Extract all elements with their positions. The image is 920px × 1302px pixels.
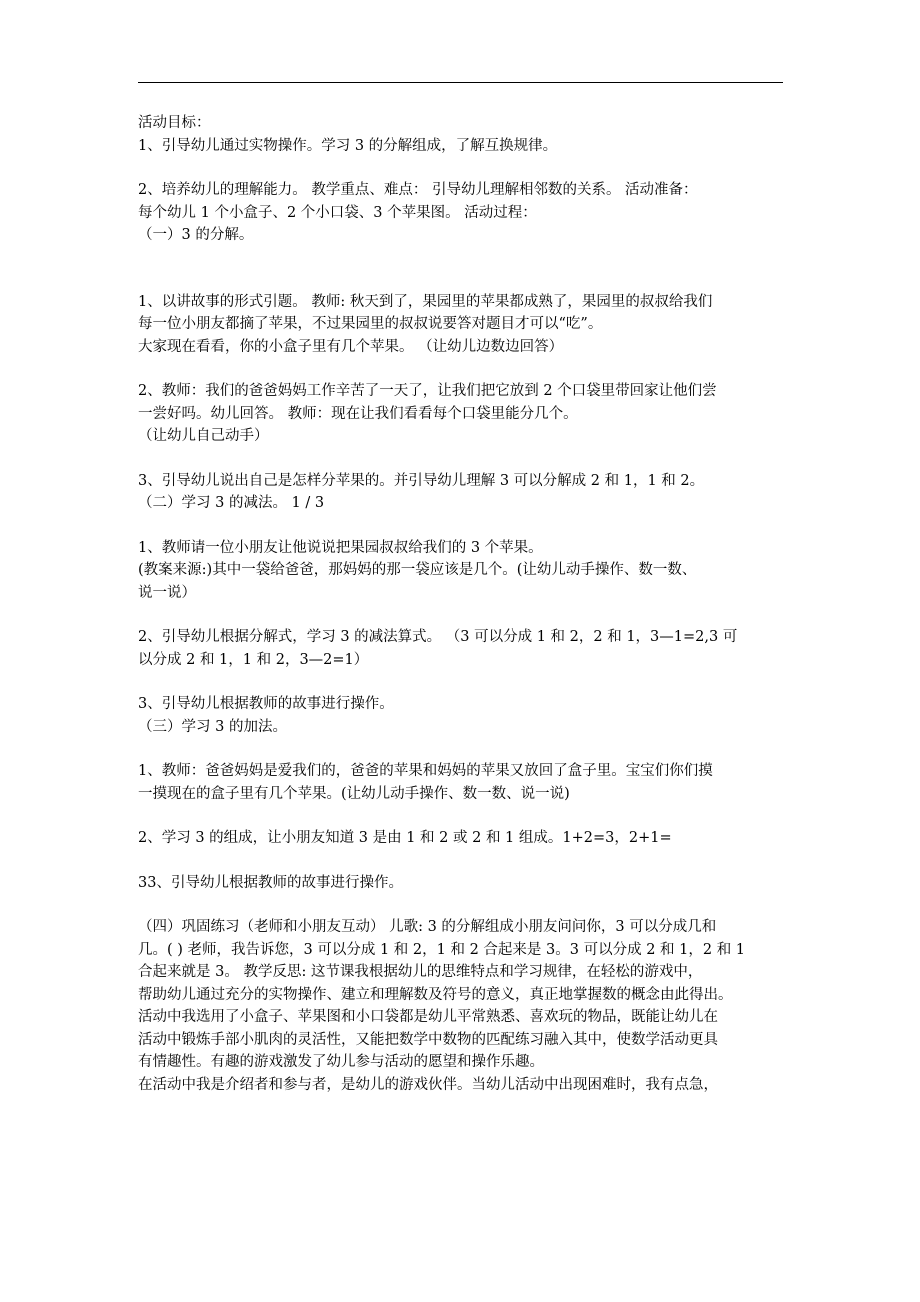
text-line: （三）学习 3 的加法。 bbox=[138, 718, 287, 735]
text-line: 在活动中我是介绍者和参与者，是幼儿的游戏伙伴。当幼儿活动中出现困难时，我有点急， bbox=[138, 1076, 718, 1093]
text-line: （四）巩固练习（老师和小朋友互动） 儿歌: 3 的分解组成小朋友问问你，3 可以分成几和 bbox=[138, 919, 717, 935]
blank-line bbox=[138, 448, 788, 470]
text-line: 2、培养幼儿的理解能力。 教学重点、难点： 引导幼儿理解相邻数的关系。 活动准备： bbox=[138, 182, 698, 198]
blank-line bbox=[138, 805, 788, 827]
text-line: 3、引导幼儿说出自己是怎样分苹果的。并引导幼儿理解 3 可以分解成 2 和 1，1 和 2。 bbox=[138, 472, 705, 489]
text-line: 2、学习 3 的组成，让小朋友知道 3 是由 1 和 2 或 2 和 1 组成。1+2=3，2+1= bbox=[138, 830, 672, 846]
text-line: 33、引导幼儿根据教师的故事进行操作。 bbox=[138, 874, 403, 891]
text-line: 一摸现在的盒子里有几个苹果。(让幼儿动手操作、数一数、说一说) bbox=[138, 785, 570, 802]
text-line: 每个幼儿 1 个小盒子、2 个小口袋、3 个苹果图。 活动过程： bbox=[138, 204, 537, 221]
text-line: 一尝好吗。幼儿回答。 教师：现在让我们看看每个口袋里能分几个。 bbox=[138, 405, 578, 422]
document-body bbox=[138, 112, 788, 1096]
text-line: 活动目标： bbox=[138, 115, 211, 131]
text-line: (教案来源:)其中一袋给爸爸，那妈妈的那一袋应该是几个。(让幼儿动手操作、数一数、 bbox=[138, 562, 697, 578]
text-line: （让幼儿自己动手） bbox=[138, 428, 269, 444]
text-line: （一）3 的分解。 bbox=[138, 227, 254, 243]
text-line: 活动中我选用了小盒子、苹果图和小口袋都是幼儿平常熟悉、喜欢玩的物品，既能让幼儿在 bbox=[138, 1009, 718, 1025]
text-line: 1、教师请一位小朋友让他说说把果园叔叔给我们的 3 个苹果。 bbox=[138, 539, 543, 556]
text-line: 几。( ) 老师，我告诉您，3 可以分成 1 和 2，1 和 2 合起来是 3。3 可以分成 2 和 1，2 和 1 bbox=[138, 941, 746, 958]
text-line: 活动中锻炼手部小肌肉的灵活性，又能把数学中数物的匹配练习融入其中，使数学活动更具 bbox=[138, 1031, 718, 1048]
text-line: 3、引导幼儿根据教师的故事进行操作。 bbox=[138, 696, 394, 712]
blank-line bbox=[138, 247, 788, 269]
text-line: （二）学习 3 的减法。 1 / 3 bbox=[138, 495, 325, 511]
text-line: 2、引导幼儿根据分解式，学习 3 的减法算式。 （3 可以分成 1 和 2，2 和 1，3—1=2,3 可 bbox=[138, 629, 738, 645]
text-line: 合起来就是 3。 教学反思: 这节课我根据幼儿的思维特点和学习规律，在轻松的游戏中， bbox=[138, 964, 703, 980]
text-line: 帮助幼儿通过充分的实物操作、建立和理解数及符号的意义，真正地掌握数的概念由此得出。 bbox=[138, 986, 733, 1003]
text-line: 说一说） bbox=[138, 584, 196, 601]
blank-line bbox=[138, 358, 788, 380]
blank-line bbox=[138, 671, 788, 693]
text-line: 1、教师：爸爸妈妈是爱我们的，爸爸的苹果和妈妈的苹果又放回了盒子里。宝宝们你们摸 bbox=[138, 763, 713, 779]
blank-line bbox=[138, 850, 788, 872]
text-line: 以分成 2 和 1，1 和 2，3—2=1） bbox=[138, 651, 369, 668]
text-line: 1、引导幼儿通过实物操作。学习 3 的分解组成，了解互换规律。 bbox=[138, 137, 558, 154]
text-line: 2、教师：我们的爸爸妈妈工作辛苦了一天了，让我们把它放到 2 个口袋里带回家让他们尝 bbox=[138, 383, 717, 399]
text-line: 每一位小朋友都摘了苹果，不过果园里的叔叔说要答对题目才可以“吃”。 bbox=[138, 316, 603, 332]
header-rule bbox=[138, 82, 783, 83]
blank-line bbox=[138, 894, 788, 916]
blank-line bbox=[138, 515, 788, 537]
text-line: 有情趣性。有趣的游戏激发了幼儿参与活动的愿望和操作乐趣。 bbox=[138, 1054, 544, 1070]
blank-line bbox=[138, 604, 788, 626]
blank-line bbox=[138, 157, 788, 179]
text-line: 1、以讲故事的形式引题。 教师: 秋天到了，果园里的苹果都成熟了，果园里的叔叔给我们 bbox=[138, 293, 713, 310]
blank-line bbox=[138, 738, 788, 760]
text-line: 大家现在看看，你的小盒子里有几个苹果。 （让幼儿边数边回答） bbox=[138, 338, 564, 355]
blank-line bbox=[138, 269, 788, 291]
